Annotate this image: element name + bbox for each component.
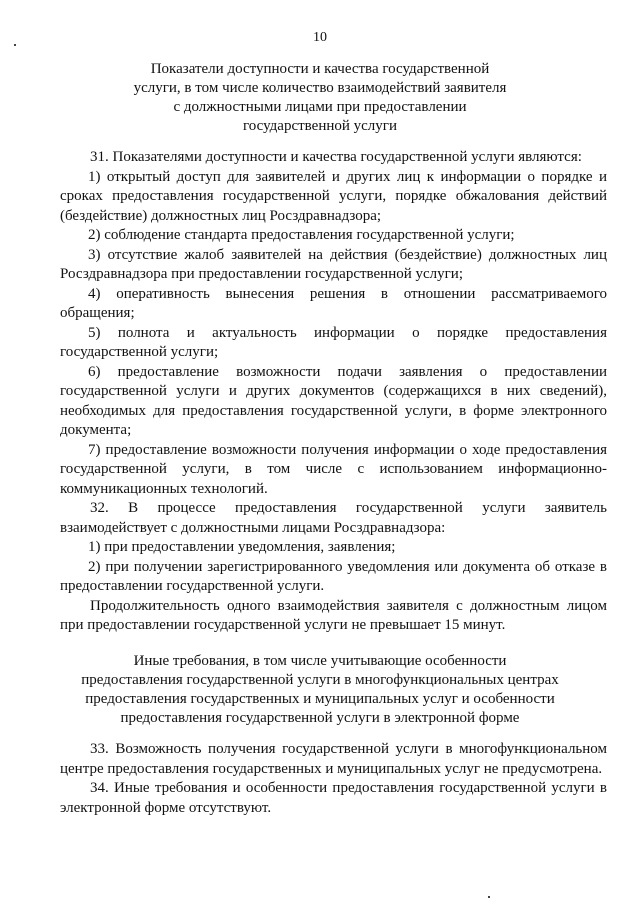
paragraph-32-duration: Продолжительность одного взаимодействия заявителя с должностным лицом при предоставлении государственной услуги не превышает 15 минут. (60, 597, 607, 633)
heading-line: Иные требования, в том числе учитывающие особенности (133, 653, 507, 669)
list-item-31-4: 4) оперативность вынесения решения в отношении рассматриваемого обращения; (60, 285, 607, 321)
paragraph-33: 33. Возможность получения государственной услуги в многофункциональном центре предоставления государственных и муниципальных услуг не предусмотрена. (60, 741, 607, 777)
list-item-31-1: 1) открытый доступ для заявителей и других лиц к информации о порядке и сроках предоставления государственной услуги, порядке обжалования действий (бездействие) должностных лиц Росздравнадзора; (60, 168, 607, 224)
paragraph-31-intro: 31. Показателями доступности и качества государственной услуги являются: (90, 149, 582, 165)
section-31 (60, 148, 607, 636)
paragraph-32-intro: 32. В процессе предоставления государственной услуги заявитель взаимодействует с должностными лицами Росздравнадзора: (60, 500, 607, 536)
heading-line: предоставления государственных и муниципальных услуг и особенности (85, 691, 555, 707)
heading-line: с должностными лицами при предоставлении (173, 99, 467, 115)
list-item-32-2: 2) при получении зарегистрированного уведомления или документа об отказе в предоставлении государственной услуги. (60, 558, 607, 594)
heading-line: государственной услуги (243, 118, 397, 134)
heading-line: Показатели доступности и качества государственной (150, 61, 490, 77)
list-item-31-6: 6) предоставление возможности подачи заявления о предоставлении государственной услуги и других документов (содержащихся в них сведений), необходимых для предоставления государственной услуги, в форме электронного документа; (60, 363, 607, 438)
list-item-31-5: 5) полнота и актуальность информации о порядке предоставления государственной услуги; (60, 324, 607, 360)
list-item-31-2: 2) соблюдение стандарта предоставления государственной услуги; (88, 227, 515, 243)
paragraph-34: 34. Иные требования и особенности предоставления государственной услуги в электронной форме отсутствуют. (60, 780, 607, 816)
sections-33-34 (60, 740, 607, 818)
list-item-32-1: 1) при предоставлении уведомления, заявления; (88, 539, 396, 555)
heading-line: услуги, в том числе количество взаимодействий заявителя (133, 80, 507, 96)
scan-speck (488, 896, 490, 898)
section-heading-other-requirements (60, 652, 580, 728)
list-item-31-3: 3) отсутствие жалоб заявителей на действия (бездействие) должностных лиц Росздравнадзора при предоставлении государственной услуги; (60, 246, 607, 282)
page-number: 10 (313, 30, 327, 45)
heading-line: предоставления государственной услуги в многофункциональных центрах (81, 672, 559, 688)
list-item-31-7: 7) предоставление возможности получения информации о ходе предоставления государственной услуги, в том числе с использованием информационно-коммуникационных технологий. (60, 441, 607, 497)
heading-line: предоставления государственной услуги в электронной форме (120, 710, 520, 726)
section-heading-availability (60, 60, 580, 136)
